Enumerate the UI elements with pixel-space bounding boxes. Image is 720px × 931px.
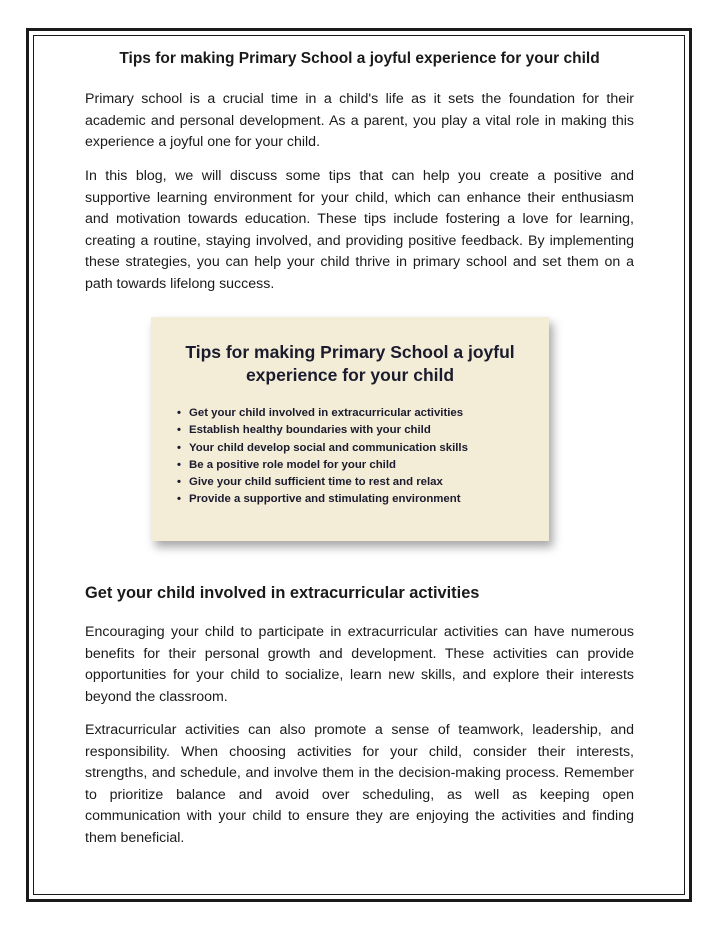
tip-text: Provide a supportive and stimulating environment — [189, 493, 461, 506]
infographic-tip-item — [177, 474, 535, 491]
tips-infographic-image — [151, 317, 549, 541]
bullet-icon: • — [177, 458, 181, 471]
tip-text: Your child develop social and communication skills — [189, 441, 468, 454]
tip-text: Get your child involved in extracurricular activities — [189, 407, 464, 419]
infographic-tip-item — [177, 491, 535, 508]
infographic-tip-item — [177, 457, 535, 474]
document-title: Tips for making Primary School a joyful experience for your child — [119, 50, 600, 67]
infographic-tip-item — [177, 405, 535, 422]
bullet-icon: • — [177, 407, 181, 419]
infographic-tip-item — [177, 440, 535, 457]
section-heading: Get your child involved in extracurricular activities — [85, 584, 480, 602]
bullet-icon: • — [177, 424, 181, 437]
intro-paragraph-2: In this blog, we will discuss some tips that can help you create a positive and supportive learning environment for your child, which can enhance their enthusiasm and motivation towards education. These tips include fostering a love for learning, creating a routine, staying involved, and providing positive feedback. By implementing these strategies, you can help your child thrive in primary school and set them on a path towards lifelong success. — [85, 168, 634, 292]
infographic-tip-list — [177, 405, 535, 509]
section-paragraph-2: Extracurricular activities can also promote a sense of teamwork, leadership, and responsibility. When choosing activities for your child, consider their interests, strengths, and schedule, and involve them in the decision-making process. Remember to prioritize balance and avoid over scheduling, as well as keeping open communication with your child to ensure they are enjoying the activities and finding them beneficial. — [85, 722, 634, 846]
bullet-icon: • — [177, 476, 181, 489]
tip-text: Be a positive role model for your child — [189, 458, 396, 471]
infographic-title: Tips for making Primary School a joyful experience for your child — [185, 342, 515, 385]
tip-text: Establish healthy boundaries with your child — [189, 424, 431, 437]
bullet-icon: • — [177, 493, 181, 506]
tip-text: Give your child sufficient time to rest and relax — [189, 476, 443, 489]
infographic-tip-item — [177, 422, 535, 439]
intro-paragraph-1: Primary school is a crucial time in a child's life as it sets the foundation for their academic and personal development. As a parent, you play a vital role in making this experience a joyful one for your child. — [85, 91, 634, 151]
section-paragraph-1: Encouraging your child to participate in extracurricular activities can have numerous benefits for their personal growth and development. These activities can provide opportunities for your child to socialize, learn new skills, and explore their interests beyond the classroom. — [85, 624, 634, 705]
bullet-icon: • — [177, 441, 181, 454]
